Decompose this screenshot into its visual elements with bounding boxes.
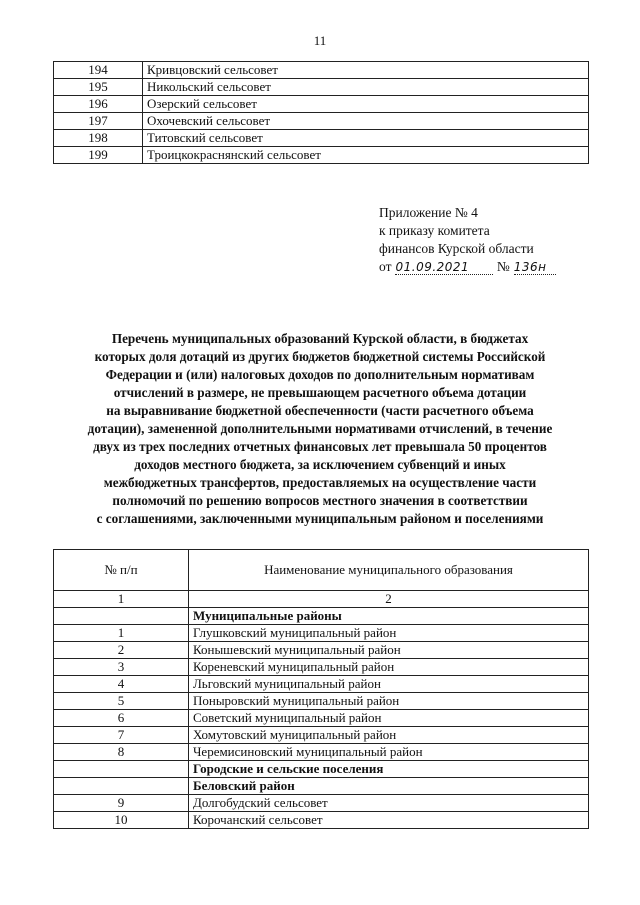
appendix-block (379, 204, 556, 276)
row-name: Хомутовский муниципальный район (188, 727, 588, 744)
title-line: отчислений в размере, не превышающем расчетного объема дотации (113, 385, 527, 400)
row-number: 194 (54, 62, 143, 79)
title-line: межбюджетных трансфертов, предоставляемых на осуществление части (103, 475, 537, 490)
row-name: Черемисиновский муниципальный район (188, 744, 588, 761)
table-row (54, 642, 589, 659)
table-row (54, 812, 589, 829)
row-name: Озерский сельсовет (143, 96, 589, 113)
header-name: Наименование муниципального образования (188, 550, 588, 591)
column-index-num: 1 (54, 591, 189, 608)
row-number: 196 (54, 96, 143, 113)
section-title-districts: Муниципальные районы (188, 608, 588, 625)
number-label: № (496, 259, 510, 274)
table-row (54, 710, 589, 727)
table-row (54, 96, 589, 113)
section-row (54, 608, 589, 625)
header-num: № п/п (54, 550, 189, 591)
table-row (54, 79, 589, 96)
title-line: Федерации и (или) налоговых доходов по дополнительным нормативам (105, 367, 535, 382)
title-line: с соглашениями, заключенными муниципальным районом и поселениями (96, 511, 544, 526)
subsection-row (54, 778, 589, 795)
table-row (54, 693, 589, 710)
column-index-row (54, 591, 589, 608)
title-line: Перечень муниципальных образований Курской области, в бюджетах (111, 331, 529, 346)
row-number: 7 (54, 727, 189, 744)
row-name: Глушковский муниципальный район (188, 625, 588, 642)
section-row (54, 761, 589, 778)
section-empty-cell (54, 608, 189, 625)
row-name: Кривцовский сельсовет (143, 62, 589, 79)
section-title-settlements: Городские и сельские поселения (188, 761, 588, 778)
from-label: от (379, 259, 392, 274)
title-line: полномочий по решению вопросов местного значения в соответствии (112, 493, 528, 508)
row-number: 195 (54, 79, 143, 96)
table-row (54, 795, 589, 812)
table-row (54, 147, 589, 164)
page-number: 11 (313, 33, 327, 48)
row-number: 5 (54, 693, 189, 710)
row-number: 1 (54, 625, 189, 642)
row-number: 2 (54, 642, 189, 659)
table-row (54, 62, 589, 79)
table-row (54, 625, 589, 642)
column-index-name: 2 (188, 591, 588, 608)
row-number: 198 (54, 130, 143, 147)
title-line: дотации), замененной дополнительными нормативами отчислений, в течение (87, 421, 553, 436)
row-name: Кореневский муниципальный район (188, 659, 588, 676)
section-empty-cell (54, 778, 189, 795)
row-name: Троицкокраснянский сельсовет (143, 147, 589, 164)
document-title (40, 330, 600, 528)
row-name: Корочанский сельсовет (188, 812, 588, 829)
row-name: Долгобудский сельсовет (188, 795, 588, 812)
row-name: Льговский муниципальный район (188, 676, 588, 693)
table-row (54, 744, 589, 761)
appendix-committee: финансов Курской области (379, 241, 534, 256)
appendix-title: Приложение № 4 (379, 205, 478, 220)
title-line: на выравнивание бюджетной обеспеченности (части расчетного объема (106, 403, 534, 418)
row-number: 10 (54, 812, 189, 829)
row-name: Поныровский муниципальный район (188, 693, 588, 710)
handwritten-number: 136н (514, 258, 556, 276)
title-line: двух из трех последних отчетных финансовых лет превышала 50 процентов (93, 439, 547, 454)
row-number: 6 (54, 710, 189, 727)
row-number: 199 (54, 147, 143, 164)
title-line: которых доля дотаций из других бюджетов бюджетной системы Российской (94, 349, 546, 364)
appendix-date-line (379, 258, 556, 276)
subsection-title-belovsky: Беловский район (188, 778, 588, 795)
row-number: 8 (54, 744, 189, 761)
table-header-row (54, 550, 589, 591)
handwritten-date: 01.09.2021 (395, 258, 493, 276)
section-empty-cell (54, 761, 189, 778)
table-row (54, 676, 589, 693)
row-number: 9 (54, 795, 189, 812)
table-row (54, 130, 589, 147)
row-number: 3 (54, 659, 189, 676)
table-row (54, 659, 589, 676)
row-name: Никольский сельсовет (143, 79, 589, 96)
row-name: Конышевский муниципальный район (188, 642, 588, 659)
top-table (53, 61, 589, 164)
municipalities-table (53, 549, 589, 829)
row-name: Советский муниципальный район (188, 710, 588, 727)
row-name: Охочевский сельсовет (143, 113, 589, 130)
title-line: доходов местного бюджета, за исключением субвенций и иных (134, 457, 506, 472)
table-row (54, 113, 589, 130)
row-number: 4 (54, 676, 189, 693)
row-name: Титовский сельсовет (143, 130, 589, 147)
row-number: 197 (54, 113, 143, 130)
table-row (54, 727, 589, 744)
appendix-order-ref: к приказу комитета (379, 223, 490, 238)
